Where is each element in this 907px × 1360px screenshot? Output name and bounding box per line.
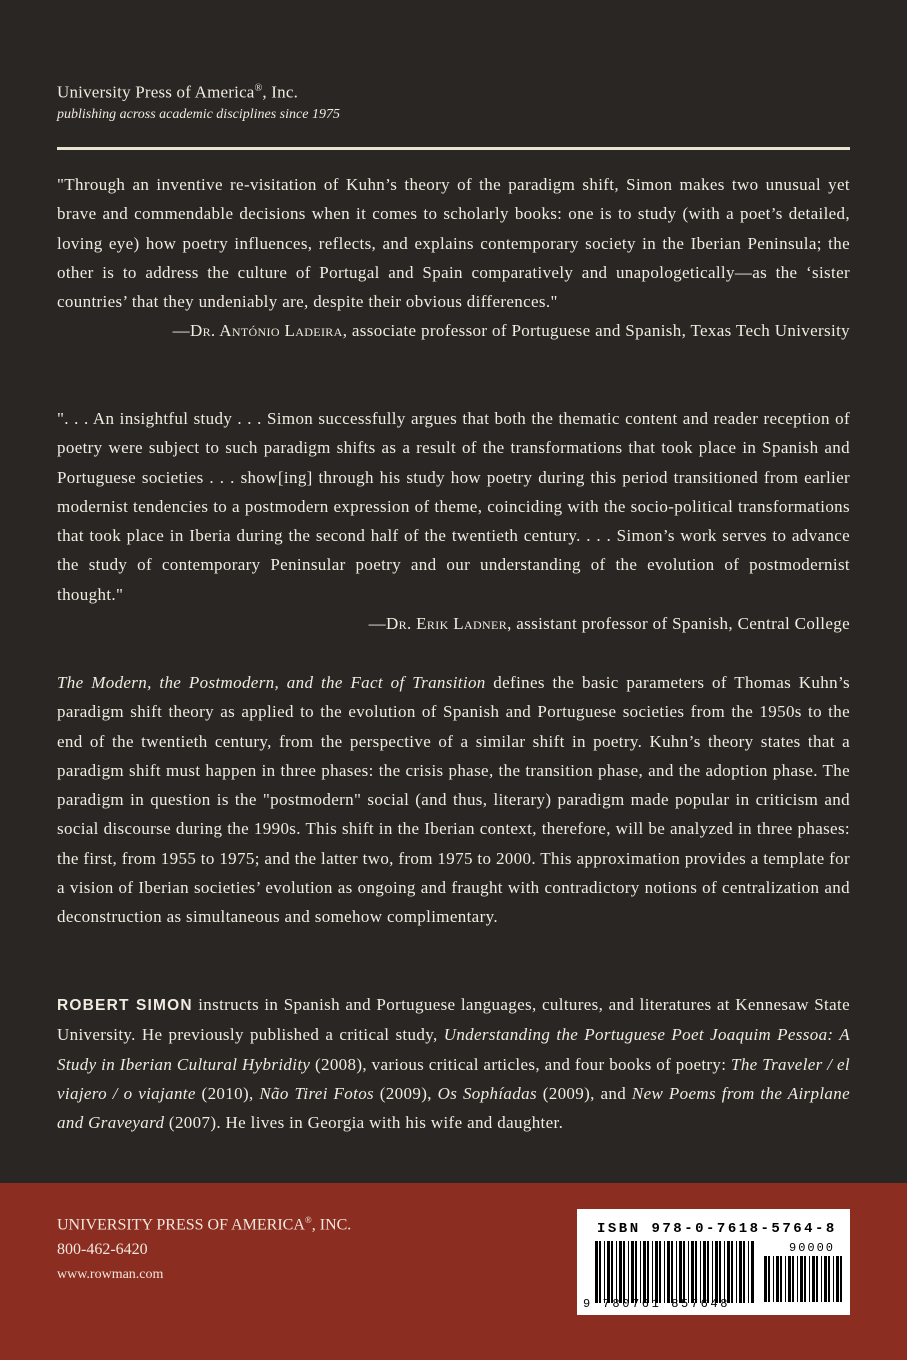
barcode-bar — [812, 1256, 815, 1302]
publisher-name-suffix: , Inc. — [262, 82, 299, 102]
bio-book-5: New Poems from the Airplane and Graveyard — [57, 1083, 851, 1133]
barcode-bar — [785, 1256, 786, 1302]
price-barcode — [764, 1256, 844, 1302]
barcode-bar — [628, 1241, 629, 1303]
barcode-bar — [688, 1241, 689, 1303]
barcode-bar — [703, 1241, 706, 1303]
description-paragraph — [57, 668, 850, 932]
footer-name-text: UNIVERSITY PRESS OF AMERICA — [57, 1216, 305, 1234]
author-bio — [57, 990, 850, 1137]
ean-digits: 9 780761 857648 — [583, 1297, 731, 1311]
barcode-bar — [659, 1241, 661, 1303]
quote-1-author: Dr. António Ladeira — [189, 321, 343, 341]
barcode-bar — [731, 1241, 733, 1303]
barcode-bar — [623, 1241, 625, 1303]
barcode-bar — [768, 1256, 770, 1302]
barcode-bar — [715, 1241, 718, 1303]
quote-2-dash: — — [368, 614, 386, 634]
footer-publisher-info — [57, 1208, 351, 1287]
barcode-bar — [640, 1241, 641, 1303]
barcode-bar — [643, 1241, 646, 1303]
quote-1-dash: — — [172, 321, 190, 341]
footer-name-suffix: , INC. — [311, 1216, 352, 1234]
endorsement-quote-1 — [57, 170, 850, 346]
barcode-bar — [788, 1256, 791, 1302]
barcode-bar — [736, 1241, 737, 1303]
quote-1-role: , associate professor of Portuguese and Spanish, Texas Tech University — [342, 321, 850, 341]
quote-2-attribution — [57, 609, 850, 638]
barcode-bar — [780, 1256, 782, 1302]
barcode-bar — [833, 1256, 834, 1302]
bio-paragraph — [57, 990, 850, 1137]
barcode-bar — [676, 1241, 677, 1303]
barcode-bar — [840, 1256, 842, 1302]
publisher-header — [57, 78, 340, 126]
barcode-bar — [727, 1241, 730, 1303]
book-description — [57, 668, 850, 932]
barcode-bar — [816, 1256, 818, 1302]
barcode-bar — [739, 1241, 742, 1303]
barcode-bar — [700, 1241, 701, 1303]
quote-2-text: ". . . An insightful study . . . Simon successfully argues that both the thematic content and reader reception of poetry were subject to such paradigm shifts as a result of the transformations that took place in Spanish and Portuguese societies . . . show[ing] through his study how poetry during this period transitioned from earlier modernist tendencies to a postmodern expression of theme, coinciding with the socio-political transformations that took place in Iberia during the second half of the twentieth century. . . . Simon’s work serves to advance the study of contemporary Peninsular poetry and our understanding of the evolution of postmodernist thought." — [57, 409, 850, 604]
barcode-bar — [797, 1256, 798, 1302]
barcode-bar — [764, 1256, 767, 1302]
barcode-bar — [828, 1256, 830, 1302]
bio-book-3: Não Tirei Fotos — [259, 1083, 375, 1103]
bio-text-6: (2007). He lives in Georgia with his wife and daughter. — [164, 1113, 564, 1133]
barcode-bar — [635, 1241, 637, 1303]
bio-text-3: (2010), — [195, 1083, 260, 1103]
bio-text-5: (2009), and — [536, 1083, 632, 1103]
bio-text-4: (2009), — [374, 1083, 438, 1103]
description-text: defines the basic parameters of Thomas Kuhn’s paradigm shift theory as applied to the evolution of Spanish and Portuguese societies from the 1950s to the end of the twentieth century, from the perspective of a similar shift in poetry. Kuhn’s theory states that a paradigm shift must happen in three phases: the crisis phase, the transition phase, and the adoption phase. The paradigm in question is the "postmodern" social (and thus, literary) paradigm made popular in criticism and social discourse during the 1990s. This shift in the Iberian context, therefore, will be analyzed in three phases: the first, from 1955 to 1975; and the latter two, from 1975 to 2000. This approximation provides a template for a vision of Iberian societies’ evolution as ongoing and fraught with contradictory notions of centralization and deconstruction as simultaneous and somehow complimentary. — [57, 673, 850, 927]
bio-book-4: Os Sophíadas — [437, 1083, 537, 1103]
barcode-bar — [671, 1241, 673, 1303]
barcode-bar — [647, 1241, 649, 1303]
barcode-bar — [607, 1241, 610, 1303]
endorsement-quote-2 — [57, 404, 850, 638]
barcode-bar — [599, 1241, 601, 1303]
barcode-bar — [751, 1241, 754, 1303]
registered-mark: ® — [254, 83, 263, 94]
barcode-bar — [695, 1241, 697, 1303]
barcode-bar — [809, 1256, 810, 1302]
barcode-bar — [616, 1241, 617, 1303]
quote-1-text: "Through an inventive re-visitation of Kuhn’s theory of the paradigm shift, Simon makes two unusual yet brave and commendable decisions when it comes to scholarly books: one is to study (with a poet’s detailed, loving eye) how poetry influences, reflects, and explains contemporary society in the Iberian Peninsula; the other is to address the culture of Portugal and Spain comparatively and unapologetically—as the ‘sister countries’ that they undeniably are, despite their obvious differences." — [57, 175, 850, 312]
barcode-bar — [611, 1241, 613, 1303]
publisher-name — [57, 78, 340, 104]
barcode-bar — [667, 1241, 670, 1303]
barcode-bar — [804, 1256, 806, 1302]
footer-registered-mark: ® — [304, 1215, 312, 1225]
footer-publisher-name — [57, 1208, 351, 1237]
author-name: ROBERT SIMON — [57, 997, 193, 1014]
footer-phone: 800-462-6420 — [57, 1241, 148, 1259]
bio-text-1: instructs in Spanish and Portuguese languages, cultures, and literatures at Kennesaw State University. He previously published a critical study, — [57, 995, 850, 1045]
barcode-bar — [691, 1241, 694, 1303]
bio-book-1: Understanding the Portuguese Poet Joaquim Pessoa: A Study in Iberian Cultural Hybridity — [57, 1025, 850, 1074]
quote-1-attribution — [57, 316, 850, 345]
quote-2-role: , assistant professor of Spanish, Central College — [507, 614, 850, 634]
barcode-panel — [577, 1209, 850, 1315]
barcode-bar — [664, 1241, 665, 1303]
barcode-bar — [824, 1256, 827, 1302]
footer-band — [0, 1183, 907, 1360]
barcode-bar — [655, 1241, 658, 1303]
barcode-bar — [707, 1241, 709, 1303]
barcode-bar — [800, 1256, 803, 1302]
description-book-title: The Modern, the Postmodern, and the Fact of Transition — [57, 673, 486, 692]
barcode-bar — [631, 1241, 634, 1303]
barcode-bar — [679, 1241, 682, 1303]
barcode-bar — [652, 1241, 653, 1303]
barcode-bar — [776, 1256, 779, 1302]
isbn-label: ISBN 978-0-7618-5764-8 — [597, 1221, 837, 1237]
barcode-bar — [836, 1256, 839, 1302]
bio-book-2: The Traveler / el viajero / o viajante — [57, 1054, 850, 1103]
publisher-tagline: publishing across academic disciplines since 1975 — [57, 106, 340, 122]
header-divider — [57, 147, 850, 150]
publisher-name-text: University Press of America — [57, 82, 255, 102]
quote-2-author: Dr. Erik Ladner — [386, 614, 508, 634]
barcode-bar — [743, 1241, 745, 1303]
barcode-bar — [773, 1256, 774, 1302]
barcode-bar — [719, 1241, 721, 1303]
barcode-bar — [748, 1241, 749, 1303]
barcode-bar — [712, 1241, 713, 1303]
footer-url: www.rowman.com — [57, 1267, 164, 1283]
ean-barcode — [595, 1241, 755, 1303]
barcode-bar — [604, 1241, 605, 1303]
barcode-bar — [595, 1241, 598, 1303]
price-code: 90000 — [789, 1241, 836, 1255]
barcode-bar — [724, 1241, 725, 1303]
barcode-bar — [619, 1241, 622, 1303]
barcode-bar — [792, 1256, 794, 1302]
barcode-bar — [683, 1241, 685, 1303]
barcode-bar — [821, 1256, 822, 1302]
bio-text-2: (2008), various critical articles, and four books of poetry: — [310, 1054, 732, 1074]
